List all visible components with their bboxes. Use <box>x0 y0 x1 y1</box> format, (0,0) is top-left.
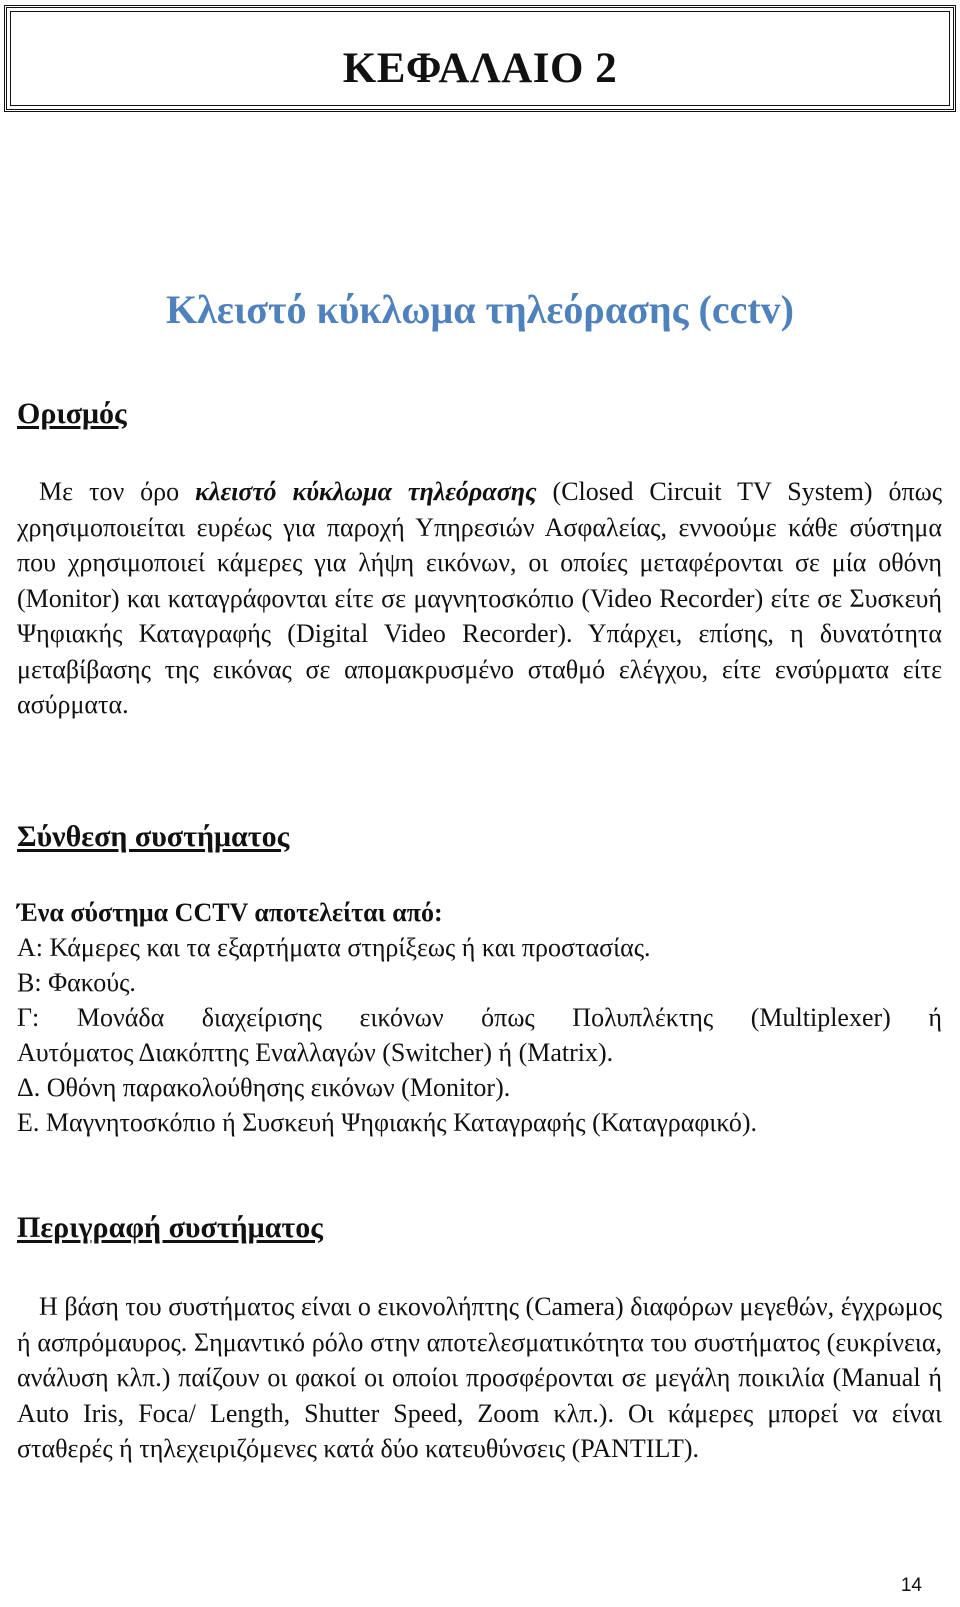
main-title: Κλειστό κύκλωμα τηλεόρασης (cctv) <box>166 287 794 332</box>
chapter-header-box <box>4 5 956 112</box>
chapter-title: ΚΕΦΑΛΑΙΟ 2 <box>342 45 618 92</box>
list-item: Γ: Μονάδα διαχείρισης εικόνων όπως Πολυπλέκτης (Multiplexer) ή <box>17 1003 942 1032</box>
definition-term: κλειστό κύκλωμα τηλεόρασης <box>195 477 537 506</box>
list-item: Δ. Οθόνη παρακολούθησης εικόνων (Monitor). <box>17 1073 511 1102</box>
list-item: Ε. Μαγνητοσκόπιο ή Συσκευή Ψηφιακής Καταγραφής (Καταγραφικό). <box>17 1108 758 1137</box>
page-number: 14 <box>900 1575 922 1596</box>
list-item: Β: Φακούς. <box>17 968 136 997</box>
definition-paragraph <box>17 474 942 723</box>
definition-heading: Ορισμός <box>17 397 127 430</box>
composition-heading: Σύνθεση συστήματος <box>17 820 290 853</box>
description-paragraph <box>17 1289 942 1467</box>
definition-intro: Με τον όρο <box>39 477 196 506</box>
list-item: Αυτόματος Διακόπτης Εναλλαγών (Switcher) ή (Matrix). <box>17 1038 614 1067</box>
description-body: Η βάση του συστήματος είναι ο εικονολήπτης (Camera) διαφόρων μεγεθών, έγχρωμος ή ασπρόμαυρος. Σημαντικό ρόλο στην αποτελεσματικότητα του συστήματος (ευκρίνεια, ανάλυση κλπ.) παίζουν οι φακοί οι οποίοι προσφέρονται σε μεγάλη ποικιλία (Manual ή Auto Iris, Foca/ Length, Shutter Speed, Zoom κλπ.). Οι κάμερες μπορεί να είναι σταθερές ή τηλεχειριζόμενες κατά δύο κατευθύνσεις (PANTILT). <box>17 1292 942 1463</box>
description-heading: Περιγραφή συστήματος <box>17 1211 323 1244</box>
definition-body: (Closed Circuit TV System) όπως χρησιμοποιείται ευρέως για παροχή Υπηρεσιών Ασφαλείας, εννοούμε κάθε σύστημα που χρησιμοποιεί κάμερες για λήψη εικόνων, οι οποίες μεταφέρονται σε μία οθόνη (Monitor) και καταγράφονται είτε σε μαγνητοσκόπιο (Video Recorder) είτε σε Συσκευή Ψηφιακής Καταγραφής (Digital Video Recorder). Υπάρχει, επίσης, η δυνατότητα μεταβίβασης της εικόνας σε απομακρυσμένο σταθμό ελέγχου, είτε ενσύρματα είτε ασύρματα. <box>17 477 943 719</box>
list-item: Α: Κάμερες και τα εξαρτήματα στηρίξεως ή και προστασίας. <box>17 933 651 962</box>
composition-list <box>17 895 942 1140</box>
composition-intro: Ένα σύστημα CCTV αποτελείται από: <box>17 898 443 927</box>
